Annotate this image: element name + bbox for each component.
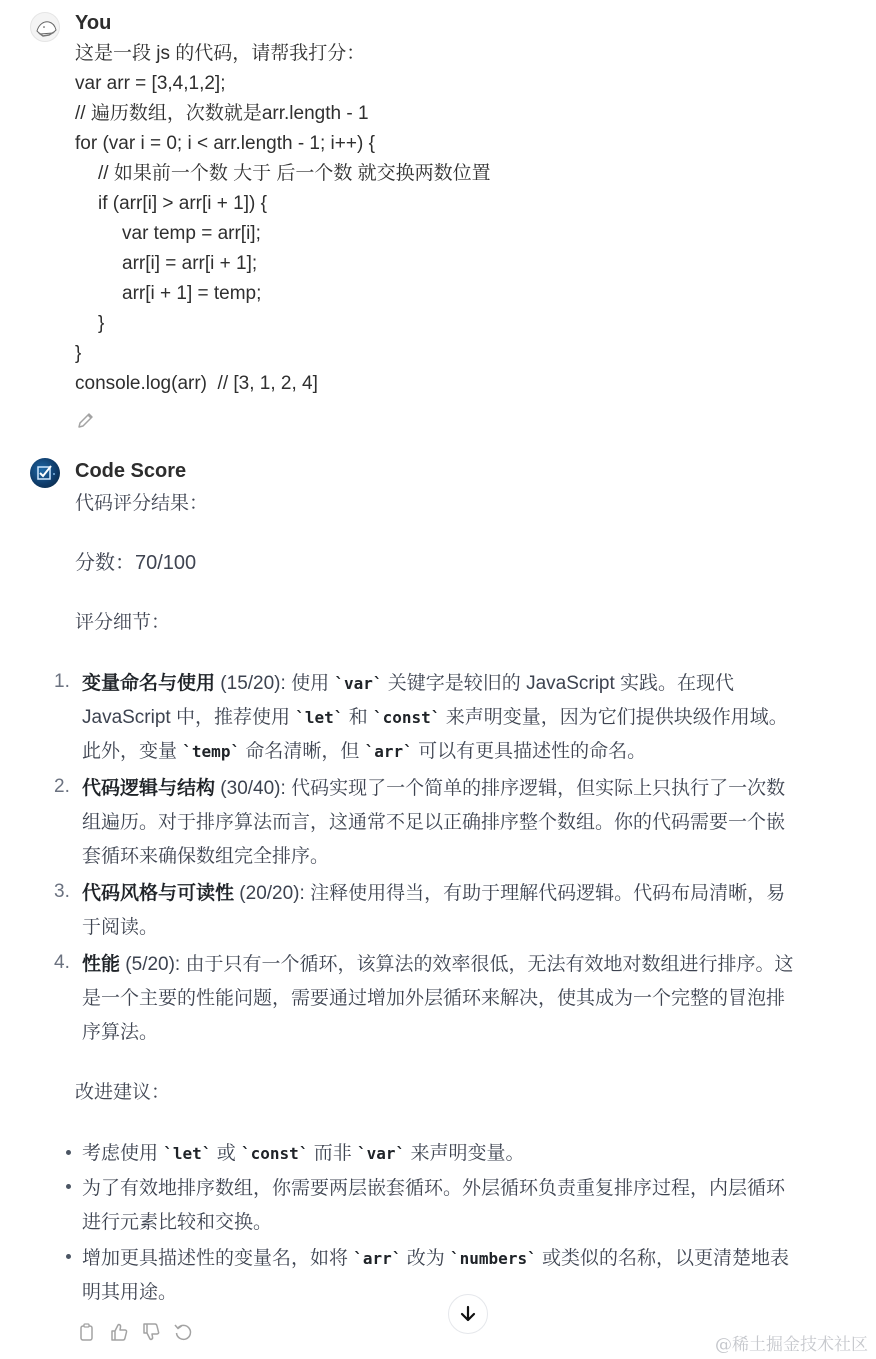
text: JavaScript 中，推荐使用 — [82, 707, 296, 728]
scroll-to-bottom-button[interactable] — [448, 1294, 488, 1334]
suggestion-line — [82, 1242, 842, 1276]
text: 和 — [343, 707, 373, 728]
code-line: var temp = arr[i]; — [122, 223, 261, 244]
detail-item-line: 序算法。 — [82, 1022, 159, 1043]
text: 来声明变量。 — [405, 1143, 525, 1164]
text: 可以有更具描述性的命名。 — [412, 741, 647, 762]
inline-code: `let` — [295, 708, 344, 727]
text: 此外，变量 — [82, 741, 183, 762]
suggestion-line: 为了有效地排序数组，你需要两层嵌套循环。外层循环负责重复排序过程，内层循环 — [82, 1178, 786, 1199]
detail-title: 变量命名与使用 — [82, 673, 216, 694]
detail-score: (5/20): — [120, 954, 186, 975]
inline-code: `var` — [334, 674, 383, 693]
text: 改为 — [401, 1248, 451, 1269]
bullet — [66, 1184, 71, 1189]
detail-item-line — [82, 701, 842, 735]
user-text-line: 这是一段 js 的代码，请帮我打分： — [75, 43, 366, 64]
text: 关键字是较旧的 JavaScript 实践。在现代 — [382, 673, 735, 694]
detail-item-line — [82, 772, 842, 806]
inline-code: `const` — [373, 708, 441, 727]
code-line: if (arr[i] > arr[i + 1]) { — [98, 193, 267, 214]
inline-code: `temp` — [182, 742, 241, 761]
detail-item-line — [82, 948, 842, 982]
checkbox-icon — [30, 458, 60, 488]
thumbs-up-icon[interactable] — [109, 1322, 129, 1342]
list-number: 3. — [54, 881, 70, 902]
bullet — [66, 1254, 71, 1259]
list-number: 1. — [54, 671, 70, 692]
detail-item-line — [82, 667, 842, 701]
inline-code: `arr` — [353, 1249, 402, 1268]
code-line: } — [75, 343, 82, 364]
detail-title: 代码风格与可读性 — [82, 883, 235, 904]
assistant-author-name: Code Score — [75, 460, 187, 482]
detail-item-line — [82, 735, 842, 769]
detail-item-line: 于阅读。 — [82, 917, 159, 938]
text: 考虑使用 — [82, 1143, 164, 1164]
details-heading: 评分细节： — [75, 612, 171, 633]
text: 注释使用得当，有助于理解代码逻辑。代码布局清晰，易 — [310, 883, 786, 904]
arrow-down-icon — [458, 1304, 478, 1324]
code-line: arr[i] = arr[i + 1]; — [122, 253, 258, 274]
detail-item-line: 套循环来确保数组完全排序。 — [82, 846, 330, 867]
detail-score: (30/40): — [215, 778, 292, 799]
list-number: 4. — [54, 952, 70, 973]
regenerate-icon[interactable] — [173, 1322, 193, 1342]
detail-score: (15/20): — [215, 673, 292, 694]
code-line: console.log(arr) // [3, 1, 2, 4] — [75, 373, 318, 394]
text: 代码实现了一个简单的排序逻辑，但实际上只执行了一次数 — [291, 778, 786, 799]
bullet — [66, 1150, 71, 1155]
user-avatar — [30, 12, 60, 42]
list-number: 2. — [54, 776, 70, 797]
user-author-name: You — [75, 12, 112, 34]
suggestion-line: 明其用途。 — [82, 1282, 178, 1303]
text: 来声明变量，因为它们提供块级作用域。 — [440, 707, 788, 728]
suggestion-line: 进行元素比较和交换。 — [82, 1212, 273, 1233]
inline-code: `let` — [163, 1144, 212, 1163]
thumbs-down-icon[interactable] — [141, 1322, 161, 1342]
detail-item-line: 是一个主要的性能问题，需要通过增加外层循环来解决，使其成为一个完整的冒泡排 — [82, 988, 786, 1009]
code-line: for (var i = 0; i < arr.length - 1; i++) { — [75, 133, 375, 154]
user-avatar-icon — [31, 13, 60, 42]
text: 由于只有一个循环，该算法的效率很低，无法有效地对数组进行排序。这 — [185, 954, 794, 975]
code-score-avatar — [30, 458, 60, 488]
suggestions-heading: 改进建议： — [75, 1082, 171, 1103]
detail-title: 代码逻辑与结构 — [82, 778, 216, 799]
code-line: // 遍历数组，次数就是arr.length - 1 — [75, 103, 369, 124]
copy-icon[interactable] — [77, 1322, 97, 1342]
inline-code: `const` — [241, 1144, 309, 1163]
code-line: var arr = [3,4,1,2]; — [75, 73, 226, 94]
inline-code: `numbers` — [450, 1249, 537, 1268]
code-line: arr[i + 1] = temp; — [122, 283, 262, 304]
pencil-icon[interactable] — [76, 410, 96, 430]
text: 而非 — [308, 1143, 358, 1164]
inline-code: `var` — [357, 1144, 406, 1163]
watermark: @稀土掘金技术社区 — [715, 1335, 868, 1355]
code-line: } — [98, 313, 105, 334]
inline-code: `arr` — [364, 742, 413, 761]
suggestion-line — [82, 1137, 842, 1171]
detail-item-line — [82, 877, 842, 911]
text: 命名清晰，但 — [240, 741, 365, 762]
text: 增加更具描述性的变量名，如将 — [82, 1248, 354, 1269]
result-heading: 代码评分结果： — [75, 493, 209, 514]
text: 或类似的名称，以更清楚地表 — [536, 1248, 789, 1269]
detail-score: (20/20): — [234, 883, 311, 904]
score-text: 分数：70/100 — [75, 552, 197, 574]
code-line: // 如果前一个数 大于 后一个数 就交换两数位置 — [98, 163, 491, 184]
detail-item-line: 组遍历。对于排序算法而言，这通常不足以正确排序整个数组。你的代码需要一个嵌 — [82, 812, 786, 833]
detail-title: 性能 — [82, 954, 121, 975]
text: 使用 — [291, 673, 335, 694]
text: 或 — [211, 1143, 242, 1164]
